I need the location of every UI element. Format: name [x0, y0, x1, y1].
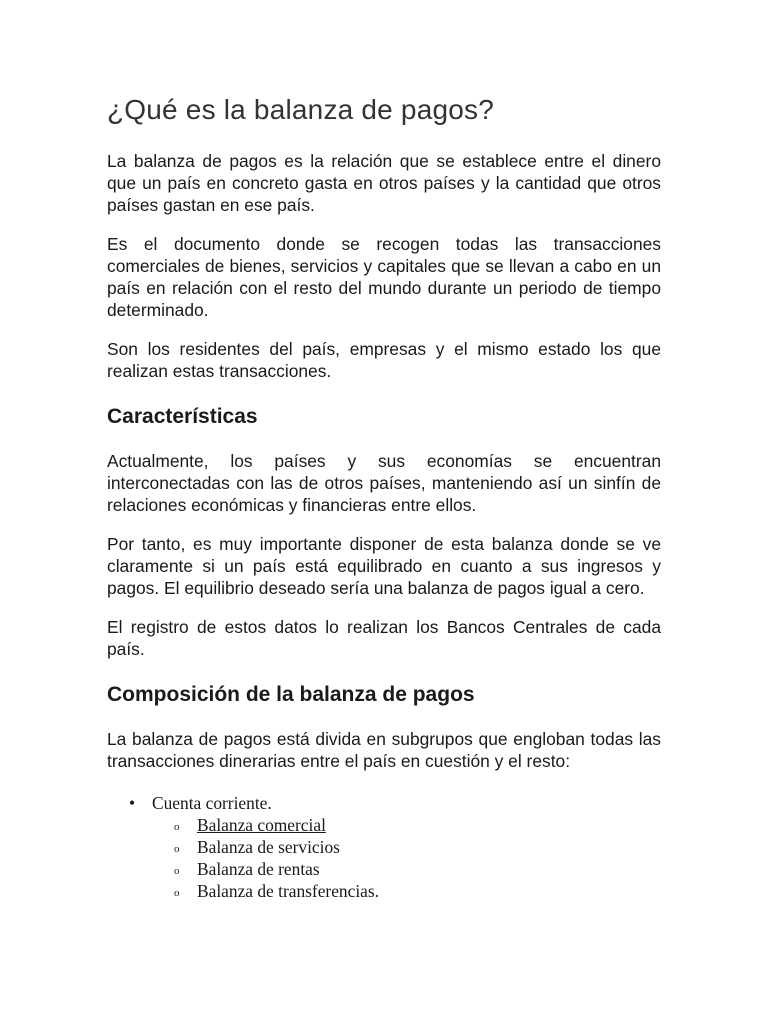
- intro-paragraph-3: Son los residentes del país, empresas y el mismo estado los que realizan estas transacciones.: [107, 339, 661, 381]
- sub-list-item-balanza-transferencias: [152, 880, 661, 902]
- caracteristicas-paragraph-1: Actualmente, los países y sus economías se encuentran interconectadas con las de otros países, manteniendo así un sinfín de relaciones económicas y financieras entre ellos.: [107, 451, 661, 515]
- circle-bullet-icon: o: [174, 865, 180, 877]
- section-heading-composicion: Composición de la balanza de pagos: [107, 683, 475, 706]
- section-heading-caracteristicas: Características: [107, 405, 258, 428]
- list-item-cuenta-corriente: [107, 792, 661, 902]
- composicion-paragraph: La balanza de pagos está divida en subgrupos que engloban todas las transacciones dinerarias entre el país en cuestión y el resto:: [107, 729, 661, 771]
- balanza-comercial-link[interactable]: Balanza comercial: [197, 815, 326, 835]
- sub-list-item-balanza-servicios: [152, 836, 661, 858]
- composition-list: [107, 792, 661, 902]
- sub-list-item-label: Balanza de servicios: [197, 837, 340, 857]
- sub-list-item-balanza-rentas: [152, 858, 661, 880]
- sub-list: [152, 814, 661, 902]
- page-title: ¿Qué es la balanza de pagos?: [107, 94, 494, 125]
- circle-bullet-icon: o: [174, 887, 180, 899]
- caracteristicas-paragraph-3: El registro de estos datos lo realizan los Bancos Centrales de cada país.: [107, 617, 661, 659]
- sub-list-item-label: Balanza de transferencias.: [197, 881, 380, 901]
- list-item-label: Cuenta corriente.: [152, 793, 272, 813]
- sub-list-item-label: Balanza de rentas: [197, 859, 320, 879]
- circle-bullet-icon: o: [174, 843, 180, 855]
- sub-list-item-balanza-comercial: [152, 814, 661, 836]
- document-page: [107, 88, 661, 902]
- intro-paragraph-2: Es el documento donde se recogen todas las transacciones comerciales de bienes, servicios y capitales que se llevan a cabo en un país en relación con el resto del mundo durante un periodo de tiempo determinado.: [107, 234, 661, 320]
- bullet-icon: •: [129, 793, 136, 813]
- intro-paragraph-1: La balanza de pagos es la relación que se establece entre el dinero que un país en concreto gasta en otros países y la cantidad que otros países gastan en ese país.: [107, 151, 661, 215]
- caracteristicas-paragraph-2: Por tanto, es muy importante disponer de esta balanza donde se ve claramente si un país está equilibrado en cuanto a sus ingresos y pagos. El equilibrio deseado sería una balanza de pagos igual a cero.: [107, 534, 661, 598]
- circle-bullet-icon: o: [174, 821, 180, 833]
